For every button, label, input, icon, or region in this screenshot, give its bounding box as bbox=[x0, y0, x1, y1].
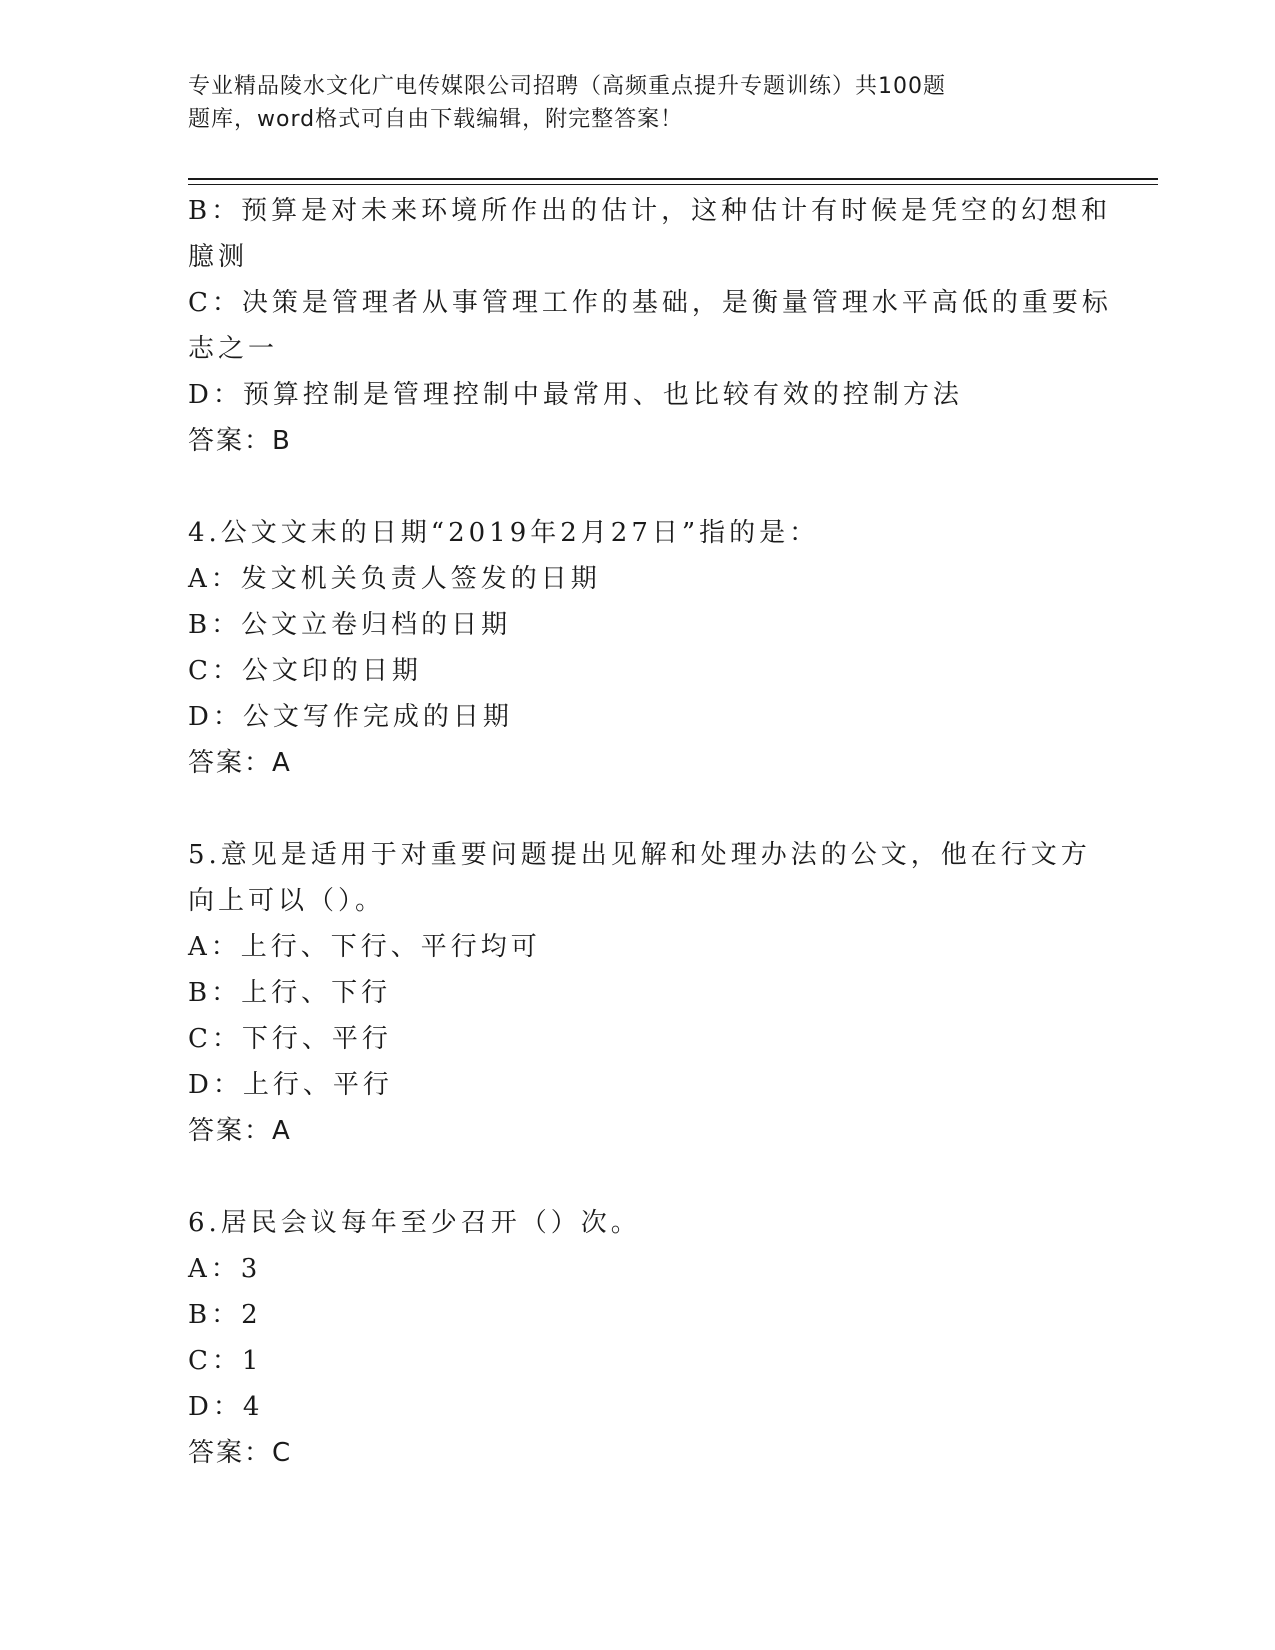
question-3-continued bbox=[188, 188, 1112, 464]
option-b-continued: 臆测 bbox=[188, 242, 249, 272]
option-a: A：上行、下行、平行均可 bbox=[188, 932, 541, 962]
question-stem: 5.意见是适用于对重要问题提出见解和处理办法的公文，他在行文方 bbox=[188, 840, 1091, 870]
option-c: C：决策是管理者从事管理工作的基础，是衡量管理水平高低的重要标 bbox=[188, 288, 1112, 318]
header-title-line1: 专业精品陵水文化广电传媒限公司招聘（高频重点提升专题训练）共100题 bbox=[188, 74, 946, 99]
option-c-continued: 志之一 bbox=[188, 334, 279, 364]
question-stem: 6.居民会议每年至少召开（）次。 bbox=[188, 1208, 641, 1238]
spacer bbox=[188, 1154, 1088, 1200]
answer-label: 答案：C bbox=[188, 1438, 293, 1468]
question-4 bbox=[188, 510, 1088, 786]
option-d: D：公文写作完成的日期 bbox=[188, 702, 513, 732]
option-b: B：2 bbox=[188, 1300, 262, 1330]
question-5 bbox=[188, 832, 1091, 1154]
option-d: D：4 bbox=[188, 1392, 264, 1422]
header-divider-thin bbox=[188, 184, 1158, 185]
spacer bbox=[188, 786, 1088, 832]
option-d: D：预算控制是管理控制中最常用、也比较有效的控制方法 bbox=[188, 380, 963, 410]
answer-label: 答案：A bbox=[188, 748, 292, 778]
option-b: B：公文立卷归档的日期 bbox=[188, 610, 512, 640]
option-a: A：3 bbox=[188, 1254, 262, 1284]
answer-label: 答案：B bbox=[188, 426, 292, 456]
question-list bbox=[188, 188, 1112, 1476]
option-d: D：上行、平行 bbox=[188, 1070, 393, 1100]
option-b: B：预算是对未来环境所作出的估计，这种估计有时候是凭空的幻想和 bbox=[188, 196, 1112, 226]
option-c: C：1 bbox=[188, 1346, 263, 1376]
question-6 bbox=[188, 1200, 1088, 1476]
header-title-line2: 题库，word格式可自由下载编辑，附完整答案！ bbox=[188, 107, 684, 132]
question-stem: 4.公文文末的日期“2019年2月27日”指的是： bbox=[188, 518, 820, 548]
option-c: C：下行、平行 bbox=[188, 1024, 392, 1054]
answer-label: 答案：A bbox=[188, 1116, 292, 1146]
option-c: C：公文印的日期 bbox=[188, 656, 422, 686]
question-stem-continued: 向上可以（）。 bbox=[188, 886, 386, 916]
header-divider-thick bbox=[188, 178, 1158, 180]
option-a: A：发文机关负责人签发的日期 bbox=[188, 564, 601, 594]
option-b: B：上行、下行 bbox=[188, 978, 392, 1008]
spacer bbox=[188, 464, 1088, 510]
document-header bbox=[188, 70, 1048, 136]
